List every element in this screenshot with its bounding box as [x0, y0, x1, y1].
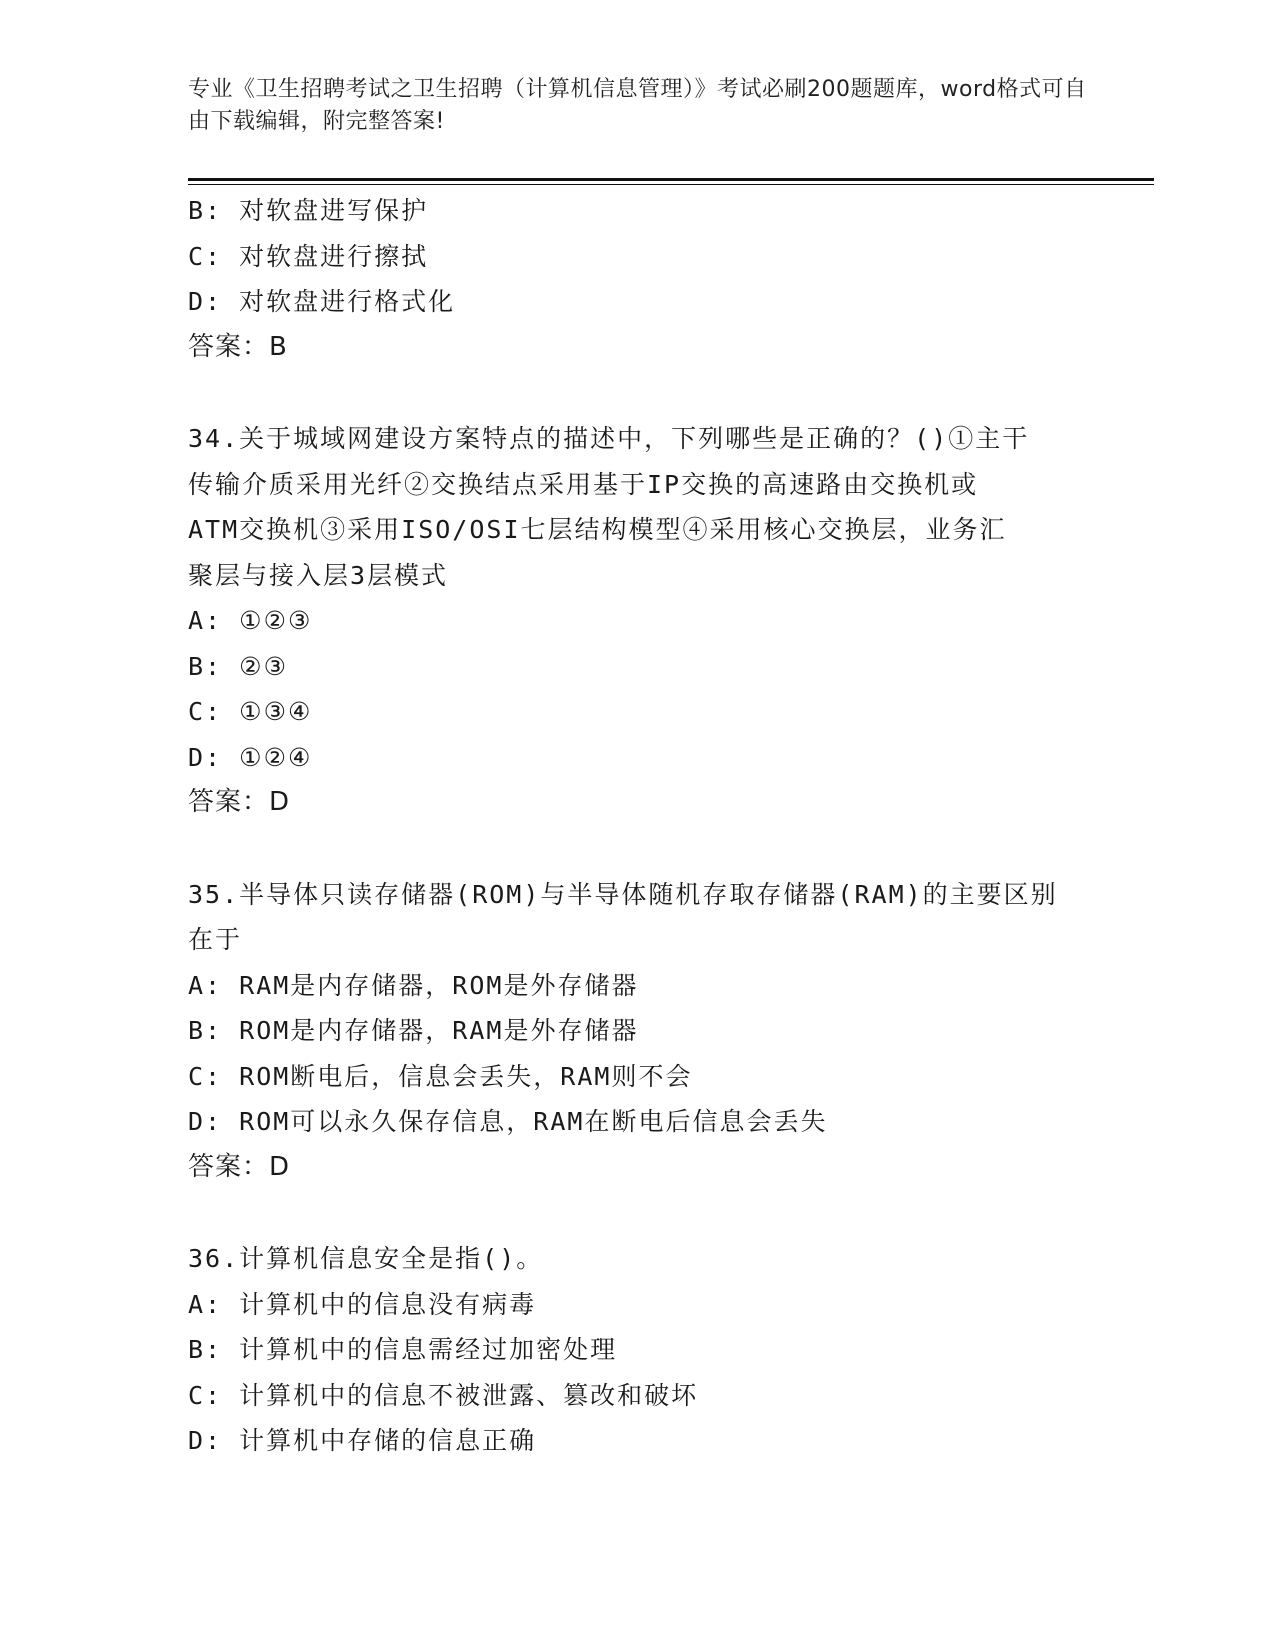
option-c: C: 计算机中的信息不被泄露、篡改和破坏: [188, 1380, 699, 1410]
question-text-line: 35.半导体只读存储器(ROM)与半导体随机存取存储器(RAM)的主要区别: [188, 879, 1058, 909]
option-b: B: 对软盘进写保护: [188, 196, 429, 225]
option-a: A: 计算机中的信息没有病毒: [188, 1289, 537, 1319]
option-d: D: ROM可以永久保存信息，RAM在断电后信息会丢失: [188, 1107, 828, 1136]
option-c: C: ROM断电后，信息会丢失，RAM则不会: [188, 1061, 693, 1091]
answer-line: 答案：D: [188, 1151, 291, 1182]
answer-line: 答案：D: [188, 787, 291, 817]
header-rule-thin: [188, 184, 1154, 185]
option-b: B: ②③: [188, 651, 288, 681]
question-fragment: [188, 188, 1108, 370]
option-d: D: 计算机中存储的信息正确: [188, 1426, 537, 1455]
question-36: [188, 1236, 1108, 1464]
question-text-line: 传输介质采用光纤②交换结点采用基于IP交换的高速路由交换机或: [188, 469, 979, 499]
option-d: D: ①②④: [188, 742, 313, 772]
option-d: D: 对软盘进行格式化: [188, 287, 456, 316]
question-34: [188, 416, 1108, 826]
question-text-line: ATM交换机③采用ISO/OSI七层结构模型④采用核心交换层，业务汇: [188, 515, 1007, 544]
document-header: 专业《卫生招聘考试之卫生招聘（计算机信息管理）》考试必刷200题题库，word格式可自由下载编辑，附完整答案!: [188, 77, 1087, 134]
answer-line: 答案：B: [188, 331, 288, 362]
option-c: C: ①③④: [188, 697, 313, 726]
header-rule-thick: [188, 178, 1154, 181]
option-a: A: ①②③: [188, 606, 313, 635]
option-a: A: RAM是内存储器，ROM是外存储器: [188, 970, 639, 1000]
question-text-line: 34.关于城域网建设方案特点的描述中，下列哪些是正确的？()①主干: [188, 424, 1030, 453]
question-text-line: 在于: [188, 925, 243, 954]
question-text-line: 聚层与接入层3层模式: [188, 560, 449, 590]
document-content: [188, 188, 1108, 1464]
question-text-line: 36.计算机信息安全是指()。: [188, 1244, 544, 1273]
option-b: B: 计算机中的信息需经过加密处理: [188, 1335, 618, 1364]
option-b: B: ROM是内存储器，RAM是外存储器: [188, 1016, 639, 1045]
option-c: C: 对软盘进行擦拭: [188, 241, 429, 271]
question-35: [188, 872, 1108, 1191]
